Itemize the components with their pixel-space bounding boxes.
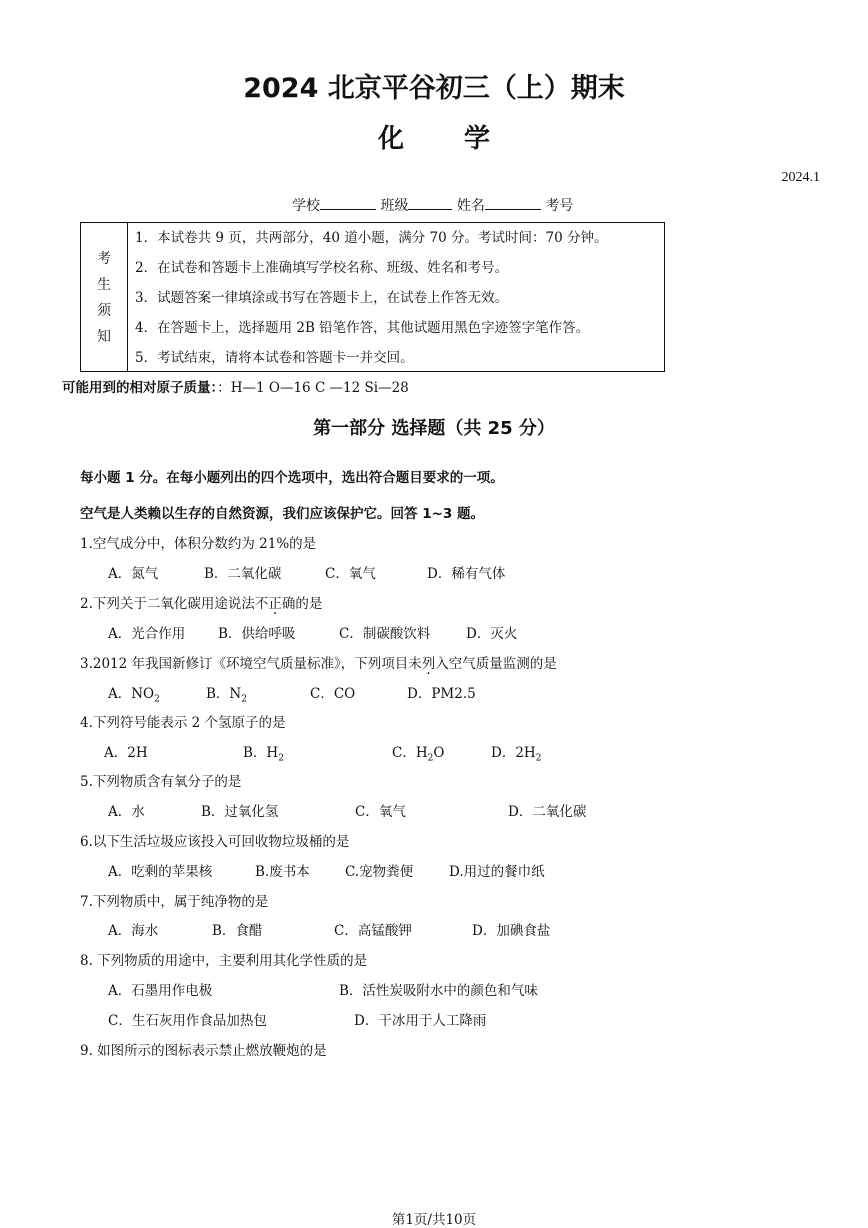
atomic-masses: 可能用到的相对原子质量：：H—1 O—16 C —12 Si—28 xyxy=(62,380,409,396)
exam-notice-box xyxy=(80,222,665,372)
option-b[interactable]: B．活性炭吸附水中的颜色和气味 xyxy=(339,983,538,999)
question-stem: 2.下列关于二氧化碳用途说法不正确的是 xyxy=(80,596,323,612)
emphasis-text: 不正确 xyxy=(254,596,296,612)
question-stem: 5.下列物质含有氧分子的是 xyxy=(80,774,242,790)
option-b[interactable]: B．过氧化氢 xyxy=(201,804,279,820)
exam-number-label: 考号 xyxy=(545,198,574,214)
option-c[interactable]: C．制碳酸饮料 xyxy=(339,626,431,642)
option-b[interactable]: B.废书本 xyxy=(255,864,310,880)
class-blank[interactable] xyxy=(408,195,452,210)
option-d[interactable]: D．稀有气体 xyxy=(427,566,506,582)
student-info-line xyxy=(292,195,573,215)
option-c[interactable]: C．$H_2O$ xyxy=(392,745,445,764)
option-a[interactable]: A．光合作用 xyxy=(108,626,186,642)
question-stem: 7.下列物质中，属于纯净物的是 xyxy=(80,894,269,910)
notice-label: 考 生 须 知 xyxy=(81,223,128,371)
question-group-intro: 空气是人类赖以生存的自然资源，我们应该保护它。回答 1~3 题。 xyxy=(80,506,484,522)
page-footer: 第1页/共10页 xyxy=(391,1212,477,1228)
option-c[interactable]: C．生石灰用作食品加热包 xyxy=(108,1013,267,1029)
notice-item: 4．在答题卡上，选择题用 2B 铅笔作答，其他试题用黑色字迹签字笔作答。 xyxy=(135,320,590,336)
option-b[interactable]: B．食醋 xyxy=(212,923,263,939)
option-a[interactable]: A．氮气 xyxy=(108,566,159,582)
option-c[interactable]: C．氧气 xyxy=(355,804,406,820)
option-a[interactable]: A．石墨用作电极 xyxy=(108,983,213,999)
subject-title: 化 学 xyxy=(377,124,491,154)
option-c[interactable]: C．氧气 xyxy=(325,566,376,582)
emphasis-text: 未列入 xyxy=(408,656,449,672)
option-d[interactable]: D．$2H_2$ xyxy=(491,745,542,764)
option-a[interactable]: A．海水 xyxy=(108,923,159,939)
notice-item: 3．试题答案一律填涂或书写在答题卡上，在试卷上作答无效。 xyxy=(135,290,509,306)
option-b[interactable]: B．供给呼吸 xyxy=(218,626,296,642)
question-stem: 4.下列符号能表示 2 个氢原子的是 xyxy=(80,715,286,731)
notice-item: 1．本试卷共 9 页，共两部分，40 道小题，满分 70 分。考试时间：70 分钟。 xyxy=(135,230,608,246)
section-title: 第一部分 选择题（共 25 分） xyxy=(313,418,555,439)
question-stem: 1.空气成分中，体积分数约为 21%的是 xyxy=(80,536,317,552)
name-label: 姓名 xyxy=(456,198,485,214)
option-d[interactable]: D．二氧化碳 xyxy=(508,804,587,820)
option-c[interactable]: C．CO xyxy=(310,686,356,702)
name-blank[interactable] xyxy=(485,195,541,210)
option-a[interactable]: A．2H xyxy=(104,745,148,761)
option-d[interactable]: D．灭火 xyxy=(466,626,518,642)
option-a[interactable]: A．水 xyxy=(108,804,145,820)
option-b[interactable]: B．二氧化碳 xyxy=(204,566,282,582)
question-stem: 8. 下列物质的用途中，主要利用其化学性质的是 xyxy=(80,953,368,969)
exam-title: 2024 北京平谷初三（上）期末 xyxy=(243,73,625,104)
option-d[interactable]: D．PM2.5 xyxy=(407,686,476,702)
notice-items xyxy=(135,227,607,377)
option-c[interactable]: C.宠物粪便 xyxy=(345,864,414,880)
option-b[interactable]: B．$H_2$ xyxy=(243,745,284,764)
question-stem: 3.2012 年我国新修订《环境空气质量标准》，下列项目未列入空气质量监测的是 xyxy=(80,656,557,672)
option-d[interactable]: D．加碘食盐 xyxy=(472,923,551,939)
school-label: 学校 xyxy=(292,198,320,214)
notice-item: 5．考试结束，请将本试卷和答题卡一并交回。 xyxy=(135,350,414,366)
school-blank[interactable] xyxy=(320,195,376,210)
option-d[interactable]: D.用过的餐巾纸 xyxy=(449,864,545,880)
exam-date: 2024.1 xyxy=(781,170,820,185)
option-c[interactable]: C．高锰酸钾 xyxy=(334,923,412,939)
question-stem: 9. 如图所示的图标表示禁止燃放鞭炮的是 xyxy=(80,1043,327,1059)
option-a[interactable]: A．$NO_2$ xyxy=(108,686,160,705)
class-label: 班级 xyxy=(380,198,409,214)
notice-item: 2．在试卷和答题卡上准确填写学校名称、班级、姓名和考号。 xyxy=(135,260,509,276)
question-stem: 6.以下生活垃圾应该投入可回收物垃圾桶的是 xyxy=(80,834,350,850)
option-d[interactable]: D．干冰用于人工降雨 xyxy=(354,1013,487,1029)
option-b[interactable]: B．$N_2$ xyxy=(206,686,247,705)
option-a[interactable]: A．吃剩的苹果核 xyxy=(108,864,213,880)
instructions: 每小题 1 分。在每小题列出的四个选项中，选出符合题目要求的一项。 xyxy=(80,470,504,486)
